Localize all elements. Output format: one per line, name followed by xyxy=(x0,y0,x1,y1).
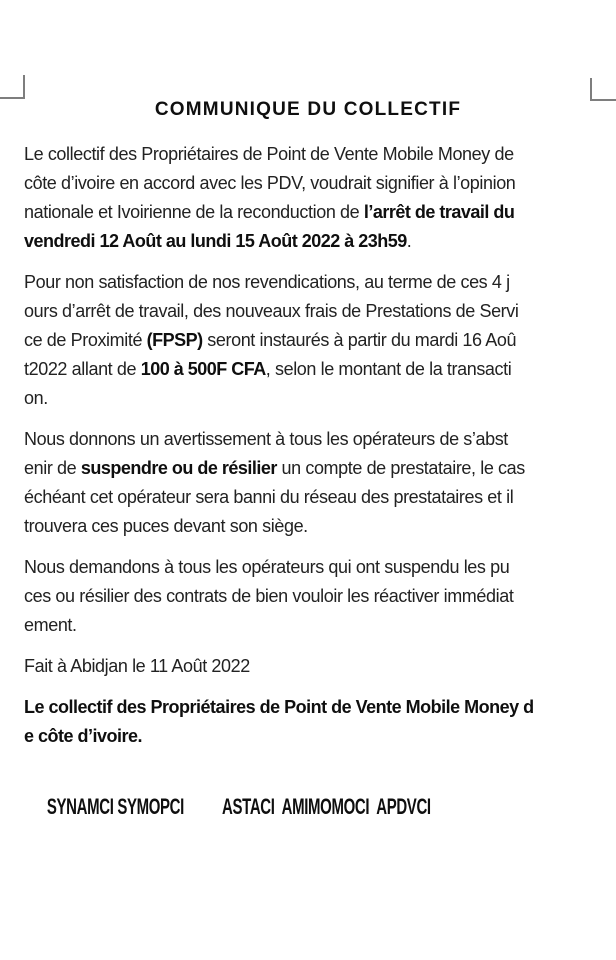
crop-mark-right xyxy=(590,78,616,101)
text-line xyxy=(24,198,616,227)
text-run: ement. xyxy=(24,615,77,635)
paragraph xyxy=(24,425,616,541)
text-line xyxy=(24,425,616,454)
text-run: Nous demandons à tous les opérateurs qui ont suspendu les pu xyxy=(24,557,510,577)
text-line xyxy=(24,652,616,681)
paragraph xyxy=(24,140,616,256)
document-title: COMMUNIQUE DU COLLECTIF xyxy=(154,99,462,120)
text-line xyxy=(24,140,616,169)
text-run-bold: e côte d’ivoire. xyxy=(24,726,143,746)
text-line xyxy=(24,268,616,297)
paragraph xyxy=(24,553,616,640)
text-line xyxy=(24,722,616,751)
text-run: ours d’arrêt de travail, des nouveaux frais de Prestations de Servi xyxy=(24,301,519,321)
text-line xyxy=(24,553,616,582)
text-line xyxy=(24,512,616,541)
text-line xyxy=(24,297,616,326)
text-run: , selon le montant de la transacti xyxy=(265,359,512,379)
text-run: un compte de prestataire, le cas xyxy=(276,458,525,478)
text-run-bold: vendredi 12 Août au lundi 15 Août 2022 à 23h59 xyxy=(24,231,407,251)
text-run: Pour non satisfaction de nos revendications, au terme de ces 4 j xyxy=(24,272,510,292)
text-run-bold: Le collectif des Propriétaires de Point de Vente Mobile Money d xyxy=(24,697,534,717)
text-line xyxy=(24,693,616,722)
text-run: on. xyxy=(24,388,48,408)
text-run-bold: suspendre ou de résilier xyxy=(80,458,277,478)
text-run: seront instaurés à partir du mardi 16 Aoû xyxy=(202,330,517,350)
text-run-bold: 100 à 500F CFA xyxy=(140,359,266,379)
text-line xyxy=(24,169,616,198)
text-run: Fait à Abidjan le 11 Août 2022 xyxy=(24,656,250,676)
text-run: enir de xyxy=(24,458,81,478)
paragraph xyxy=(24,693,616,751)
body-paragraphs xyxy=(24,140,616,751)
paragraph xyxy=(24,652,616,681)
text-line xyxy=(24,582,616,611)
text-line xyxy=(24,227,616,256)
text-run: Le collectif des Propriétaires de Point de Vente Mobile Money de xyxy=(24,144,514,164)
text-line xyxy=(24,483,616,512)
text-run: ce de Proximité xyxy=(24,330,147,350)
text-run: ces ou résilier des contrats de bien vouloir les réactiver immédiat xyxy=(24,586,514,606)
signatory-group-right: ASTACI AMIMOMOCI APDVCI xyxy=(222,794,431,819)
text-line xyxy=(24,326,616,355)
text-run: trouvera ces puces devant son siège. xyxy=(24,516,308,536)
text-run: côte d’ivoire en accord avec les PDV, voudrait signifier à l’opinion xyxy=(24,173,516,193)
text-run: t2022 allant de xyxy=(24,359,141,379)
text-run: . xyxy=(406,231,412,251)
text-run-bold: l’arrêt de travail du xyxy=(363,202,515,222)
text-run: échéant cet opérateur sera banni du réseau des prestataires et il xyxy=(24,487,514,507)
text-line xyxy=(24,454,616,483)
crop-mark-left xyxy=(0,75,25,99)
text-run-bold: (FPSP) xyxy=(146,330,203,350)
signatory-group-left: SYNAMCI SYMOPCI xyxy=(46,794,184,819)
paragraph xyxy=(24,268,616,413)
text-line xyxy=(24,611,616,640)
text-run: Nous donnons un avertissement à tous les opérateurs de s’abst xyxy=(24,429,508,449)
signatories-row xyxy=(24,763,431,850)
text-line xyxy=(24,384,616,413)
text-line xyxy=(24,355,616,384)
text-run: nationale et Ivoirienne de la reconduction de xyxy=(24,202,364,222)
